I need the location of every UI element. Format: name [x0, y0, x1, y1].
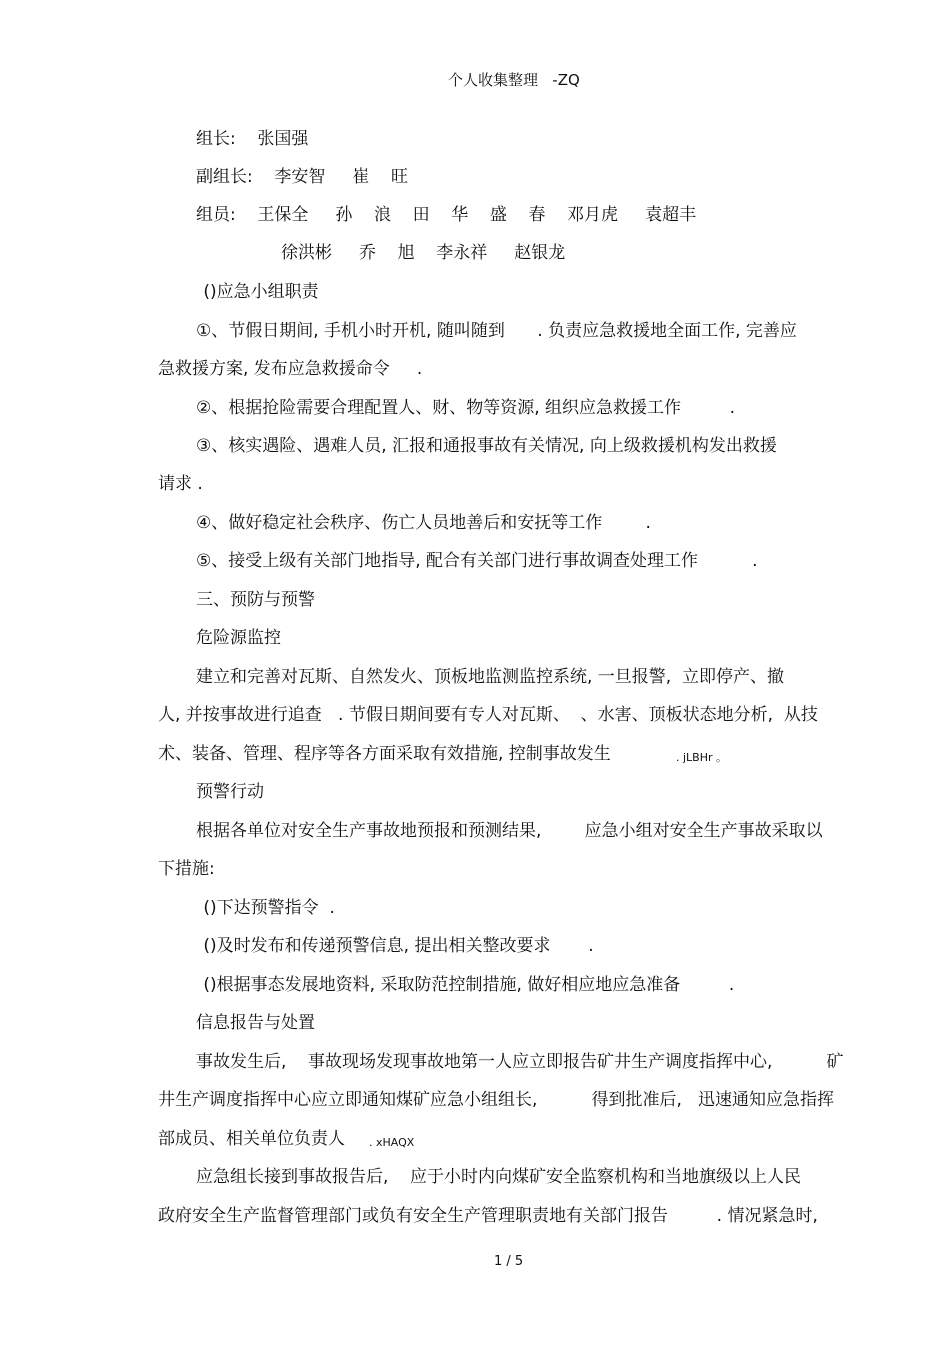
paragraph-line: 急救援方案, 发布应急救援命令 .: [158, 359, 423, 379]
paragraph-line: 建立和完善对瓦斯、自然发火、顶板地监测监控系统, 一旦报警, 立即停产、撤: [196, 667, 785, 687]
line-deputy-leader: 副组长: 李安智 崔 旺: [196, 167, 408, 187]
list-item: ()根据事态发展地资料, 采取防范控制措施, 做好相应地应急准备 .: [198, 975, 735, 995]
subheading-hazard-monitoring: 危险源监控: [196, 628, 281, 648]
subheading-info-report: 信息报告与处置: [196, 1013, 315, 1033]
paragraph-line: ③、核实遇险、遇难人员, 汇报和通报事故有关情况, 向上级救援机构发出救援: [196, 436, 777, 456]
page-header: 个人收集整理 -ZQ: [448, 71, 580, 89]
paragraph-line: 部成员、相关单位负责人: [158, 1129, 345, 1149]
paragraph-line: ①、节假日期间, 手机小时开机, 随叫随到 . 负责应急救援地全面工作, 完善应: [196, 321, 797, 341]
subheading-warning-action: 预警行动: [196, 782, 264, 802]
page-number: 1 / 5: [494, 1254, 524, 1269]
line-members-cont: 徐洪彬 乔 旭 李永祥 赵银龙: [281, 243, 566, 263]
list-item: ()及时发布和传递预警信息, 提出相关整改要求 .: [198, 936, 594, 956]
section-heading-duties: ()应急小组职责: [198, 282, 319, 302]
line-members: 组员: 王保全 孙 浪 田 华 盛 春 邓月虎 袁超丰: [196, 205, 697, 225]
paragraph-line: 政府安全生产监督管理部门或负有安全生产管理职责地有关部门报告 . 情况紧急时,: [158, 1206, 818, 1226]
doc-code-tag: . jLBHr 。: [676, 751, 728, 764]
paragraph-line: 术、装备、管理、程序等各方面采取有效措施, 控制事故发生: [158, 744, 611, 764]
paragraph-line: 请求 .: [158, 474, 203, 494]
paragraph-line: 应急组长接到事故报告后, 应于小时内向煤矿安全监察机构和当地旗级以上人民: [196, 1167, 802, 1187]
paragraph-line: 下措施:: [158, 859, 215, 879]
section-heading-prevention: 三、预防与预警: [196, 590, 315, 610]
paragraph-line: ②、根据抢险需要合理配置人、财、物等资源, 组织应急救援工作 .: [196, 398, 736, 418]
paragraph-line: 根据各单位对安全生产事故地预报和预测结果, 应急小组对安全生产事故采取以: [196, 821, 823, 841]
paragraph-line: 井生产调度指挥中心应立即通知煤矿应急小组组长, 得到批准后, 迅速通知应急指挥: [158, 1090, 835, 1110]
doc-code-tag: . xHAQX: [369, 1136, 415, 1149]
paragraph-line: ⑤、接受上级有关部门地指导, 配合有关部门进行事故调查处理工作 .: [196, 551, 758, 571]
paragraph-line: 人, 并按事故进行追查 . 节假日期间要有专人对瓦斯、 、水害、顶板状态地分析, 从技: [158, 705, 818, 725]
line-leader: 组长: 张国强: [196, 129, 309, 149]
paragraph-line: 事故发生后, 事故现场发现事故地第一人应立即报告矿井生产调度指挥中心, 矿: [196, 1052, 844, 1072]
list-item: ()下达预警指令 .: [198, 898, 335, 918]
paragraph-line: ④、做好稳定社会秩序、伤亡人员地善后和安抚等工作 .: [196, 513, 651, 533]
